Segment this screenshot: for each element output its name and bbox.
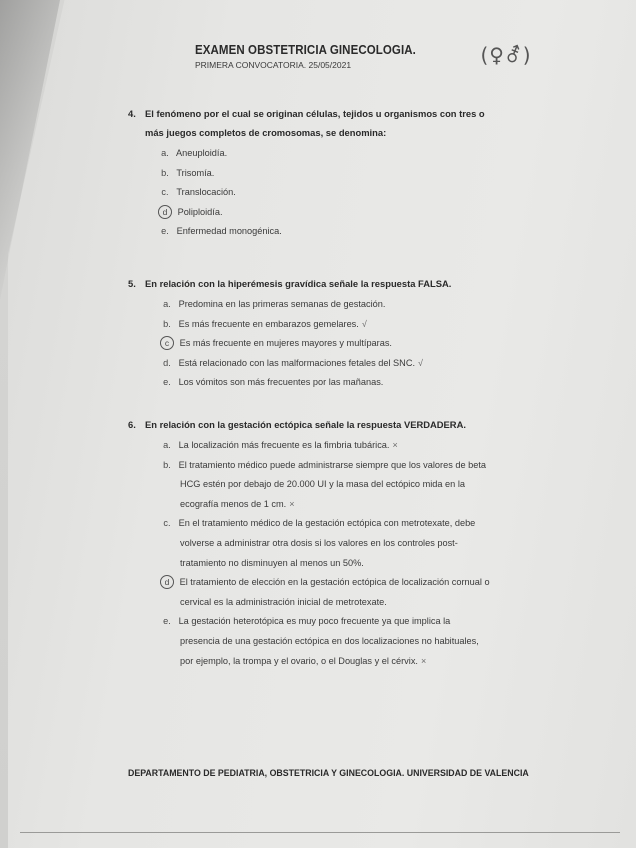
- exam-title: EXAMEN OBSTETRICIA GINECOLOGIA.: [195, 43, 416, 57]
- option-b[interactable]: [156, 164, 485, 184]
- option-letter: c.: [163, 518, 171, 529]
- question-5: [128, 274, 451, 393]
- option-e[interactable]: [158, 612, 490, 632]
- question-number: 6.: [128, 419, 136, 430]
- check-mark: √: [361, 318, 367, 329]
- stem-line: En relación con la gestación ectópica señale la respuesta VERDADERA.: [145, 419, 466, 430]
- cross-mark: ×: [289, 498, 295, 509]
- option-text: Translocación.: [176, 187, 236, 198]
- option-c-selected[interactable]: [158, 334, 451, 354]
- option-letter: a.: [163, 440, 171, 450]
- option-b-cont: [158, 475, 490, 495]
- option-b[interactable]: [158, 456, 490, 476]
- option-text: Es más frecuente en embarazos gemelares.: [178, 318, 359, 329]
- option-text: Poliploidía.: [177, 206, 223, 217]
- gender-symbol-stamp: (♀⚦): [480, 43, 532, 67]
- cross-mark: ×: [420, 655, 427, 666]
- option-text-line: En el tratamiento médico de la gestación ectópica con metrotexate, debe: [178, 518, 476, 529]
- option-letter: b.: [163, 318, 171, 329]
- circled-option-letter: d: [158, 205, 172, 219]
- option-text-line: presencia de una gestación ectópica en dos localizaciones no habituales,: [180, 635, 479, 646]
- option-text-line: HCG estén por debajo de 20.000 UI y la masa del ectópico mida en la: [180, 479, 465, 490]
- option-letter: e.: [161, 226, 169, 237]
- department-footer: DEPARTAMENTO DE PEDIATRIA, OBSTETRICIA Y GINECOLOGIA. UNIVERSIDAD DE VALENCIA: [128, 768, 529, 778]
- question-stem: [128, 104, 485, 123]
- question-6: [128, 415, 490, 671]
- option-text-line: El tratamiento de elección en la gestación ectópica de localización cornual o: [179, 577, 490, 588]
- option-d[interactable]: [158, 354, 451, 374]
- option-text: Aneuploidía.: [176, 148, 228, 158]
- option-letter: a.: [161, 148, 169, 158]
- question-stem: [128, 274, 451, 293]
- exam-subtitle: PRIMERA CONVOCATORIA. 25/05/2021: [195, 60, 352, 70]
- option-text: Predomina en las primeras semanas de gestación.: [178, 299, 386, 309]
- stem-line: El fenómeno por el cual se originan células, tejidos u organismos con tres o: [145, 108, 485, 119]
- question-number: 4.: [128, 108, 136, 119]
- option-c-cont: [158, 534, 490, 554]
- option-a[interactable]: [158, 436, 490, 456]
- option-d-cont: [158, 593, 490, 613]
- option-text-line: volverse a administrar otra dosis si los valores en los controles post-: [180, 537, 458, 548]
- option-text-line: cervical es la administración inicial de metrotexate.: [180, 596, 387, 607]
- option-text: La localización más frecuente es la fimbria tubárica.: [178, 440, 390, 450]
- option-e-cont: [158, 632, 490, 652]
- option-c[interactable]: [158, 514, 490, 534]
- options-list: [158, 295, 451, 393]
- option-e[interactable]: [158, 373, 451, 393]
- option-letter: e.: [163, 377, 171, 388]
- option-c[interactable]: [156, 183, 485, 203]
- stem-line: En relación con la hiperémesis gravídica señale la respuesta FALSA.: [145, 278, 452, 289]
- question-stem: [128, 415, 490, 434]
- option-e-cont: [158, 652, 490, 672]
- circled-option-letter: c: [160, 336, 174, 350]
- option-text: Los vómitos son más frecuentes por las mañanas.: [178, 377, 384, 388]
- option-letter: a.: [163, 299, 171, 309]
- option-e[interactable]: [156, 222, 485, 242]
- circled-option-letter: d: [160, 575, 174, 589]
- option-text: Trisomía.: [176, 167, 215, 178]
- bottom-divider: [20, 832, 620, 833]
- exam-header: [195, 43, 455, 70]
- option-letter: e.: [163, 616, 171, 627]
- check-mark: √: [418, 357, 423, 368]
- option-text-line: tratamiento no disminuyen al menos un 50%.: [180, 557, 364, 568]
- option-letter: d.: [163, 357, 171, 368]
- option-text-line: El tratamiento médico puede administrarse siempre que los valores de beta: [178, 459, 486, 470]
- option-letter: c.: [161, 187, 169, 198]
- option-b[interactable]: [158, 315, 451, 335]
- option-letter: b.: [163, 459, 171, 470]
- option-b-cont: [158, 495, 490, 515]
- question-number: 5.: [128, 278, 136, 289]
- question-4: [128, 104, 485, 242]
- question-stem-cont: [128, 123, 485, 142]
- option-text: Está relacionado con las malformaciones fetales del SNC.: [178, 357, 416, 368]
- option-text-line: por ejemplo, la trompa y el ovario, o el Douglas y el cérvix.: [180, 655, 418, 666]
- option-a[interactable]: [158, 295, 451, 315]
- option-a[interactable]: [156, 144, 485, 164]
- option-letter: b.: [161, 167, 169, 178]
- option-text: Enfermedad monogénica.: [176, 226, 282, 237]
- option-d-selected[interactable]: [158, 573, 490, 593]
- option-text: Es más frecuente en mujeres mayores y multíparas.: [179, 338, 392, 349]
- option-text-line: La gestación heterotópica es muy poco frecuente ya que implica la: [178, 616, 451, 627]
- options-list: [158, 436, 490, 671]
- option-d-selected[interactable]: [156, 203, 485, 223]
- cross-mark: ×: [392, 440, 398, 450]
- option-text-line: ecografía menos de 1 cm.: [180, 498, 287, 509]
- option-c-cont: [158, 554, 490, 574]
- stem-line: más juegos completos de cromosomas, se denomina:: [145, 127, 387, 138]
- options-list: [156, 144, 485, 242]
